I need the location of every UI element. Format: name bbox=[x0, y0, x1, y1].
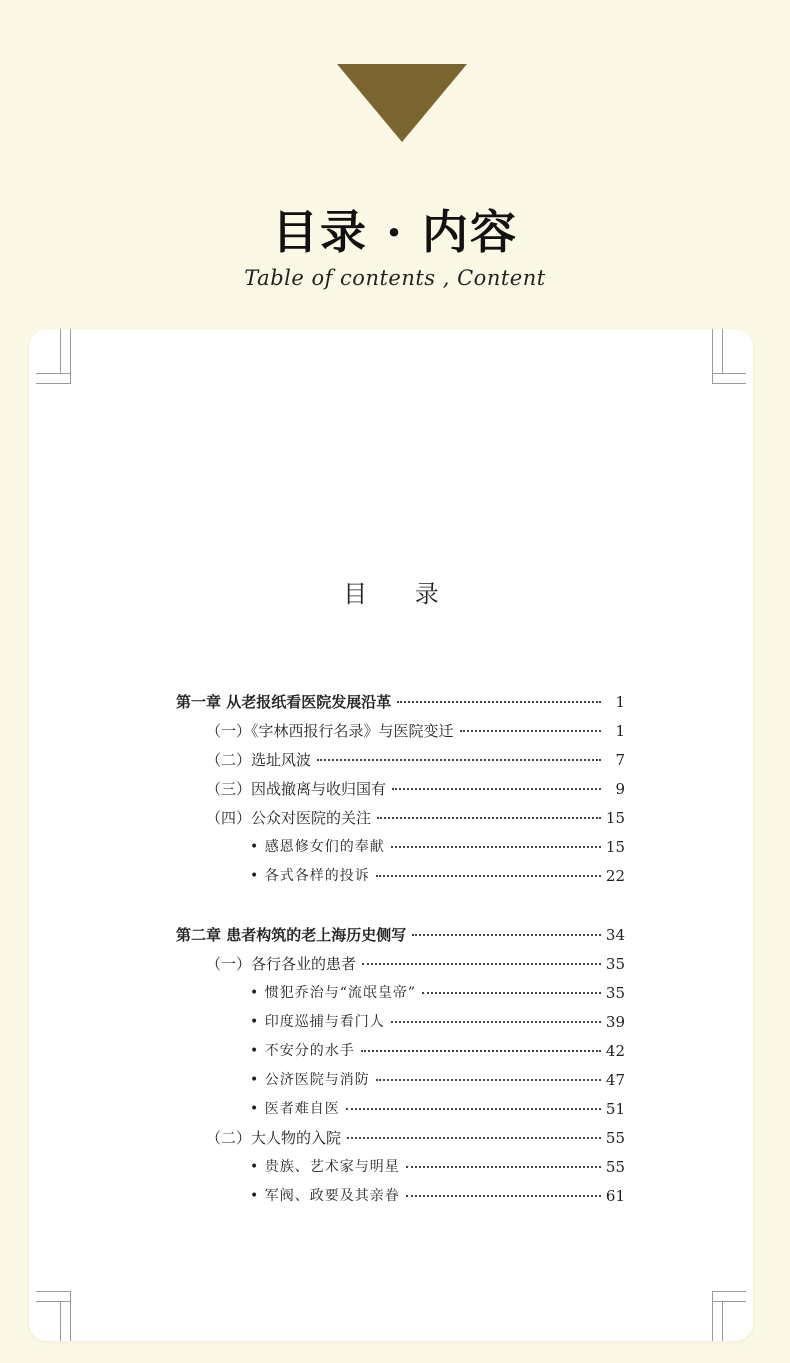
toc-row-label: • 印度巡捕与看门人 bbox=[250, 1014, 385, 1030]
toc-row-label: （一）各行各业的患者 bbox=[206, 955, 357, 973]
crop-mark-top-right-h2 bbox=[712, 383, 746, 384]
toc-row-leader-dots bbox=[376, 875, 601, 877]
toc-row-page-number: 51 bbox=[605, 1100, 625, 1118]
toc-row-page-number: 34 bbox=[605, 926, 625, 944]
toc-row-page-number: 7 bbox=[615, 751, 625, 769]
toc-row-label: • 感恩修女们的奉献 bbox=[250, 839, 385, 855]
toc-row-label: • 公济医院与消防 bbox=[250, 1072, 370, 1088]
crop-mark-bottom-left-h bbox=[36, 1291, 70, 1292]
toc-row-page-number: 1 bbox=[615, 693, 625, 711]
toc-row bbox=[29, 924, 753, 946]
toc-row bbox=[29, 691, 753, 713]
toc-row-leader-dots bbox=[406, 1166, 601, 1168]
crop-mark-bottom-right-h bbox=[712, 1291, 746, 1292]
toc-row-leader-dots bbox=[422, 992, 601, 994]
toc-row-leader-dots bbox=[392, 788, 601, 790]
toc-row-page-number: 15 bbox=[605, 809, 625, 827]
toc-row bbox=[29, 982, 753, 1004]
crop-mark-top-right-v2 bbox=[722, 329, 723, 374]
toc-row-label: （三）因战撤离与收归国有 bbox=[206, 780, 387, 798]
toc-row-leader-dots bbox=[412, 934, 601, 936]
toc-row-leader-dots bbox=[397, 701, 601, 703]
toc-row bbox=[29, 1011, 753, 1033]
toc-row bbox=[29, 836, 753, 858]
toc-row-leader-dots bbox=[347, 1137, 601, 1139]
toc-row-leader-dots bbox=[460, 730, 601, 732]
toc-row-leader-dots bbox=[406, 1195, 601, 1197]
toc-row-page-number: 55 bbox=[605, 1158, 625, 1176]
page-subtitle: Table of contents , Content bbox=[244, 266, 546, 290]
toc-row bbox=[29, 1127, 753, 1149]
toc-row-label: （一）《字林西报行名录》与医院变迁 bbox=[206, 722, 454, 740]
toc-row bbox=[29, 720, 753, 742]
toc-row-label: • 军阀、政要及其亲眷 bbox=[250, 1188, 400, 1204]
toc-row-leader-dots bbox=[362, 963, 601, 965]
toc-row-label: （二）大人物的入院 bbox=[206, 1129, 342, 1147]
toc-row bbox=[29, 1098, 753, 1120]
toc-row-label: （四）公众对医院的关注 bbox=[206, 809, 372, 827]
toc-row bbox=[29, 807, 753, 829]
crop-mark-bottom-right-v bbox=[712, 1291, 713, 1341]
crop-mark-top-right-v bbox=[712, 329, 713, 384]
crop-mark-bottom-right-h2 bbox=[712, 1301, 746, 1302]
toc-row bbox=[29, 1040, 753, 1062]
toc-row-page-number: 35 bbox=[605, 955, 625, 973]
toc-row bbox=[29, 1156, 753, 1178]
toc-row-page-number: 1 bbox=[615, 722, 625, 740]
toc-row-page-number: 47 bbox=[605, 1071, 625, 1089]
toc-row-leader-dots bbox=[346, 1108, 601, 1110]
toc-row-page-number: 42 bbox=[605, 1042, 625, 1060]
toc-row-page-number: 15 bbox=[605, 838, 625, 856]
crop-mark-bottom-left-v2 bbox=[60, 1301, 61, 1341]
toc-row-page-number: 9 bbox=[615, 780, 625, 798]
toc-row-page-number: 55 bbox=[605, 1129, 625, 1147]
toc-row-label: • 贵族、艺术家与明星 bbox=[250, 1159, 400, 1175]
toc-row-leader-dots bbox=[361, 1050, 601, 1052]
toc-row-leader-dots bbox=[391, 846, 601, 848]
toc-row bbox=[29, 778, 753, 800]
crop-mark-top-left-h bbox=[36, 373, 70, 374]
toc-row-page-number: 61 bbox=[605, 1187, 625, 1205]
down-triangle-icon bbox=[337, 64, 467, 142]
toc-row-label: 第二章 患者构筑的老上海历史侧写 bbox=[176, 926, 407, 944]
toc-heading: 目 录 bbox=[343, 580, 459, 608]
page-title: 目录 · 内容 bbox=[271, 205, 519, 259]
crop-mark-bottom-left-v bbox=[70, 1291, 71, 1341]
toc-row-leader-dots bbox=[391, 1021, 601, 1023]
toc-row bbox=[29, 953, 753, 975]
toc-row-leader-dots bbox=[377, 817, 601, 819]
toc-row-label: • 医者难自医 bbox=[250, 1101, 340, 1117]
toc-row-label: • 各式各样的投诉 bbox=[250, 868, 370, 884]
toc-row-page-number: 39 bbox=[605, 1013, 625, 1031]
book-page-card bbox=[29, 329, 753, 1341]
toc-row bbox=[29, 1185, 753, 1207]
crop-mark-top-left-v2 bbox=[60, 329, 61, 374]
toc-row-label: （二）选址风波 bbox=[206, 751, 312, 769]
toc-row bbox=[29, 865, 753, 887]
toc-row-label: • 惯犯乔治与“流氓皇帝” bbox=[250, 985, 417, 1001]
toc-row-page-number: 22 bbox=[605, 867, 625, 885]
toc-row-label: • 不安分的水手 bbox=[250, 1043, 355, 1059]
crop-mark-top-left-v bbox=[70, 329, 71, 384]
toc-row-leader-dots bbox=[317, 759, 601, 761]
toc-row bbox=[29, 749, 753, 771]
toc-row bbox=[29, 1069, 753, 1091]
crop-mark-top-left-h2 bbox=[36, 383, 70, 384]
crop-mark-bottom-right-v2 bbox=[722, 1301, 723, 1341]
toc-row-label: 第一章 从老报纸看医院发展沿革 bbox=[176, 693, 392, 711]
crop-mark-bottom-left-h2 bbox=[36, 1301, 70, 1302]
toc-row-leader-dots bbox=[376, 1079, 601, 1081]
toc-row-page-number: 35 bbox=[605, 984, 625, 1002]
crop-mark-top-right-h bbox=[712, 373, 746, 374]
